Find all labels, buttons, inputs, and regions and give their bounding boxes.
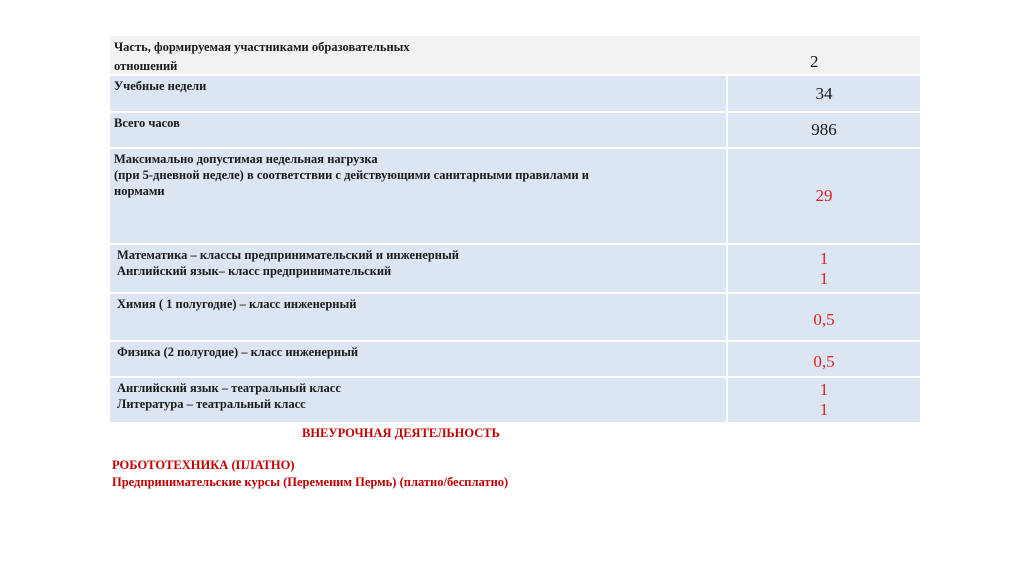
row-label <box>110 149 726 245</box>
row-value: 986 <box>811 120 837 139</box>
row-label-line: Английский язык – театральный класс <box>117 381 341 395</box>
row-value: 1 <box>819 400 829 419</box>
row-value: 29 <box>815 186 833 205</box>
row-label-line: Учебные недели <box>114 79 207 93</box>
table-row <box>110 342 920 378</box>
row-value: 1 <box>819 248 829 268</box>
row-label-line: Математика – классы предпринимательский и инженерный <box>117 248 459 262</box>
row-value-cell <box>726 149 920 245</box>
row-label-line: Максимально допустимая недельная нагрузка <box>114 152 378 166</box>
table-row <box>110 36 920 76</box>
row-label <box>110 76 726 113</box>
row-value: 2 <box>810 52 819 71</box>
table-row <box>110 378 920 424</box>
row-label-line: Физика (2 полугодие) – класс инженерный <box>117 345 359 359</box>
row-value-cell <box>726 76 920 113</box>
table-row <box>110 294 920 342</box>
row-value-cell <box>726 342 920 378</box>
row-value: 0,5 <box>813 310 835 329</box>
row-label-line: Часть, формируемая участниками образовательных <box>114 40 410 54</box>
row-value-cell <box>726 378 920 424</box>
row-value-cell <box>726 294 920 342</box>
row-label <box>110 294 726 342</box>
row-label-line: нормами <box>114 184 165 198</box>
row-value: 1 <box>819 268 829 288</box>
row-value: 1 <box>819 380 829 399</box>
extracurricular-item-robotics: РОБОТОТЕХНИКА (ПЛАТНО) <box>112 458 295 472</box>
row-label <box>110 342 726 378</box>
table-row <box>110 149 920 245</box>
row-label-line: (при 5-дневной неделе) в соответствии с действующими санитарными правилами и <box>114 168 589 182</box>
row-label <box>110 245 726 294</box>
row-value-cell <box>726 113 920 149</box>
row-label-line: Литература – театральный класс <box>117 397 306 411</box>
row-label-line: Всего часов <box>114 116 180 130</box>
row-value-cell <box>726 245 920 294</box>
extracurricular-heading: ВНЕУРОЧНАЯ ДЕЯТЕЛЬНОСТЬ <box>302 426 500 440</box>
extracurricular-item-business-courses: Предпринимательские курсы (Переменим Пермь) (платно/бесплатно) <box>112 475 509 489</box>
row-label <box>110 378 726 424</box>
row-label-line: Английский язык– класс предпринимательский <box>117 264 392 278</box>
table-row <box>110 113 920 149</box>
row-label-line: отношений <box>114 59 178 73</box>
table-row <box>110 245 920 294</box>
table-row <box>110 76 920 113</box>
row-value: 34 <box>815 83 833 103</box>
row-label <box>110 36 920 76</box>
row-label <box>110 113 726 149</box>
row-label-line: Химия ( 1 полугодие) – класс инженерный <box>117 297 357 311</box>
row-value: 0,5 <box>813 352 835 371</box>
